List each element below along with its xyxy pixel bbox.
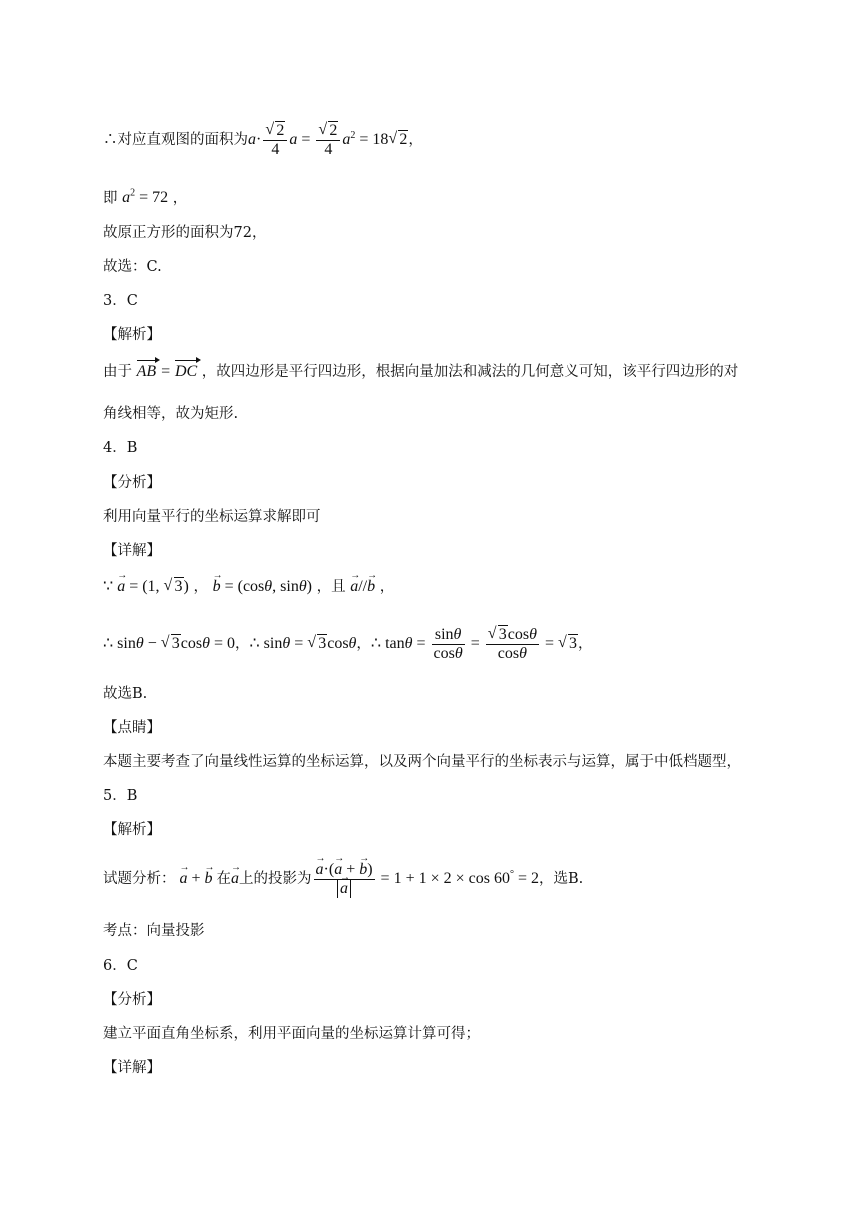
text: ， [577, 636, 593, 652]
section-tag: 【分析】 [103, 992, 161, 1008]
text: ， [379, 579, 395, 595]
text: 在 [216, 871, 232, 887]
tan-derivation-line [103, 622, 592, 666]
section-tag: 【分析】 [103, 475, 161, 491]
formula: ∴ sinθ = √ 3cosθ [249, 634, 356, 654]
text: ， [193, 579, 208, 595]
text: ∴对应直观图的面积为 [103, 132, 248, 148]
text: 由于 [103, 364, 132, 380]
formula: $a^2 = 72$ [122, 188, 169, 207]
section-tag: 【详解】 [103, 1060, 161, 1076]
paragraph [103, 362, 738, 382]
formula: a → [231, 869, 239, 889]
text: 试题分析： [103, 871, 176, 887]
paragraph: 角线相等，故为矩形. [103, 406, 239, 422]
question-number: 5．B [103, 788, 138, 804]
paragraph: 考点：向量投影 [103, 923, 205, 939]
text: ， [172, 190, 188, 207]
text: 即 [103, 190, 118, 207]
projection-line [103, 855, 583, 903]
paragraph: 故选：C. [103, 259, 162, 275]
paragraph: 建立平面直角坐标系，利用平面向量的坐标运算计算可得； [103, 1026, 480, 1042]
formula: b → = (cosθ, sinθ) [213, 578, 312, 595]
formula: ∴ tanθ = $\frac{\sin\theta}{\cos\theta}$ = √ $\frac{3\cos\theta}{\cos\theta}$ = √ 3 [371, 626, 578, 663]
formula: AB = DC [136, 363, 198, 380]
formula: ∴ sinθ − √ 3cosθ = 0 [103, 634, 235, 654]
paragraph: 故选B. [103, 686, 148, 702]
area-formula: a· √ $\frac{2}{4}$ a = √ $\frac{2}{4}$ $a^2 = 18√$ 2 [248, 122, 408, 159]
a-squared-line [103, 184, 187, 208]
text: ，且 [316, 579, 346, 595]
section-tag: 【解析】 [103, 822, 161, 838]
question-number: 6．C [103, 958, 138, 974]
text: ， [356, 636, 371, 652]
paragraph: 本题主要考查了向量线性运算的坐标运算，以及两个向量平行的坐标表示与运算，属于中低档题型， [103, 754, 741, 770]
text: ，选B. [539, 871, 584, 887]
question-number: 4．B [103, 440, 138, 456]
text: ， [234, 636, 250, 652]
formula: $\frac{a \to\cdot(a \to + b \to)}{a}$ → = 1 + 1 × 2 × cos 60° = 2 [312, 861, 539, 898]
section-tag: 【详解】 [103, 543, 161, 559]
section-tag: 【解析】 [103, 327, 161, 343]
formula: a → + b → [176, 869, 217, 889]
question-number: 3．C [103, 293, 138, 309]
area-formula-line [103, 118, 423, 162]
formula: ∵ a → = (1, √ 3) [103, 578, 189, 595]
vector-given-line [103, 577, 394, 597]
formula: a →//b → [350, 578, 375, 595]
text: ， [408, 132, 423, 148]
paragraph: 利用向量平行的坐标运算求解即可 [103, 509, 321, 525]
text: ，故四边形是平行四边形，根据向量加法和减法的几何意义可知，该平行四边形的对 [201, 364, 739, 380]
section-tag: 【点睛】 [103, 720, 161, 736]
paragraph: 故原正方形的面积为72， [103, 225, 267, 241]
text: 上的投影为 [239, 871, 312, 887]
